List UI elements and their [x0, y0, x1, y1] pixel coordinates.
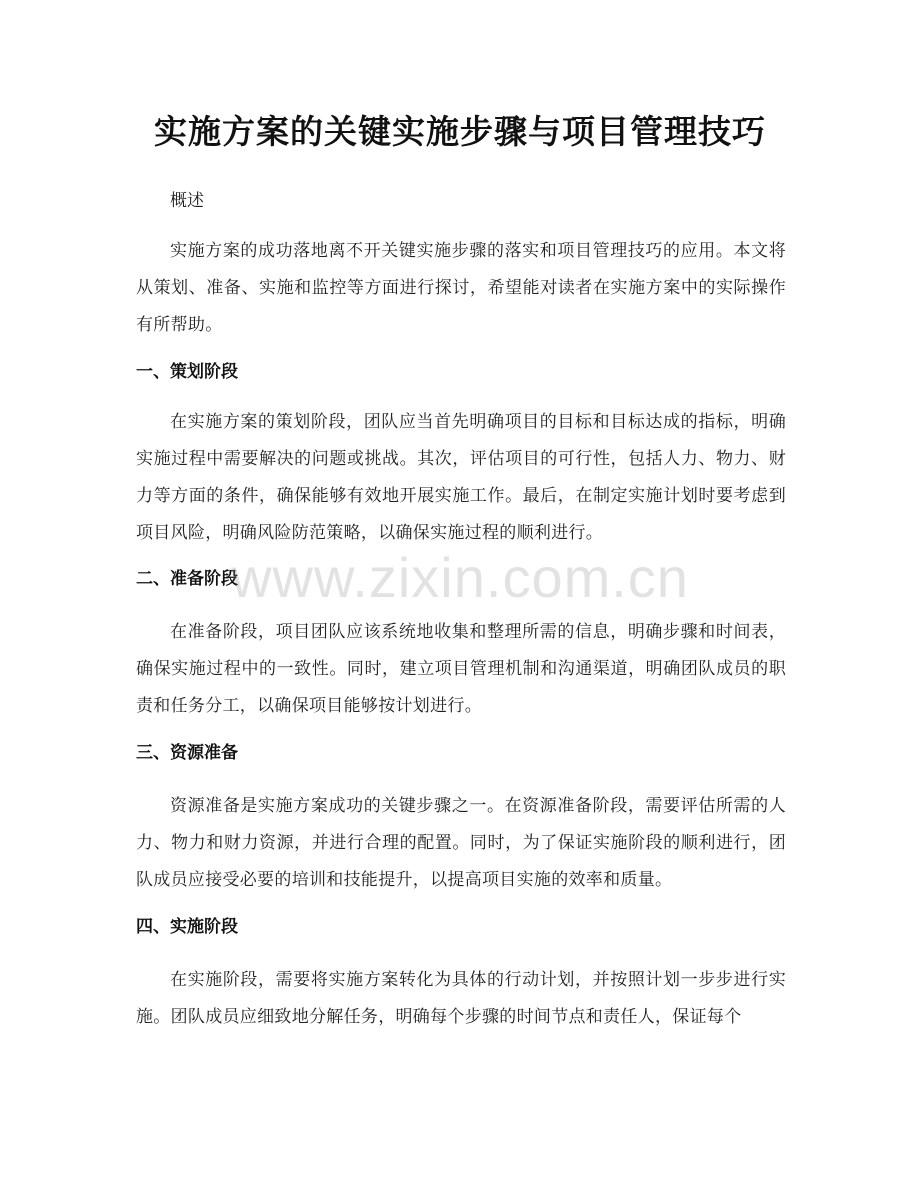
intro-block [136, 233, 786, 344]
section-body-resources: 资源准备是实施方案成功的关键步骤之一。在资源准备阶段，需要评估所需的人力、物力和财力资源，并进行合理的配置。同时，为了保证实施阶段的顺利进行，团队成员应接受必要的培训和技能提升，以提高项目实施的效率和质量。 [136, 796, 786, 890]
section-heading-planning: 一、策划阶段 [136, 362, 238, 382]
section-body-planning-block [136, 404, 786, 552]
section-body-planning: 在实施方案的策划阶段，团队应当首先明确项目的目标和目标达成的指标，明确实施过程中需要解决的问题或挑战。其次，评估项目的可行性，包括人力、物力、财力等方面的条件，确保能够有效地开展实施工作。最后，在制定实施计划时要考虑到项目风险，明确风险防范策略，以确保实施过程的顺利进行。 [136, 412, 786, 543]
section-body-implementation: 在实施阶段，需要将实施方案转化为具体的行动计划，并按照计划一步步进行实施。团队成员应细致地分解任务，明确每个步骤的时间节点和责任人，保证每个 [136, 970, 786, 1027]
watermark: www.zixin.com.cn [231, 546, 689, 609]
section-body-implementation-block [136, 962, 786, 1036]
section-body-resources-block [136, 788, 786, 899]
section-heading-preparation: 二、准备阶段 [136, 569, 238, 589]
intro-paragraph: 实施方案的成功落地离不开关键实施步骤的落实和项目管理技巧的应用。本文将从策划、准备、实施和监控等方面进行探讨，希望能对读者在实施方案中的实际操作有所帮助。 [136, 241, 786, 335]
page-title: 实施方案的关键实施步骤与项目管理技巧 [154, 112, 766, 151]
section-heading-implementation: 四、实施阶段 [136, 917, 238, 937]
overview-label: 概述 [170, 191, 204, 211]
section-body-preparation: 在准备阶段，项目团队应该系统地收集和整理所需的信息，明确步骤和时间表，确保实施过程中的一致性。同时，建立项目管理机制和沟通渠道，明确团队成员的职责和任务分工，以确保项目能够按计划进行。 [136, 622, 786, 716]
section-heading-resources: 三、资源准备 [136, 743, 238, 763]
section-body-preparation-block [136, 614, 786, 725]
